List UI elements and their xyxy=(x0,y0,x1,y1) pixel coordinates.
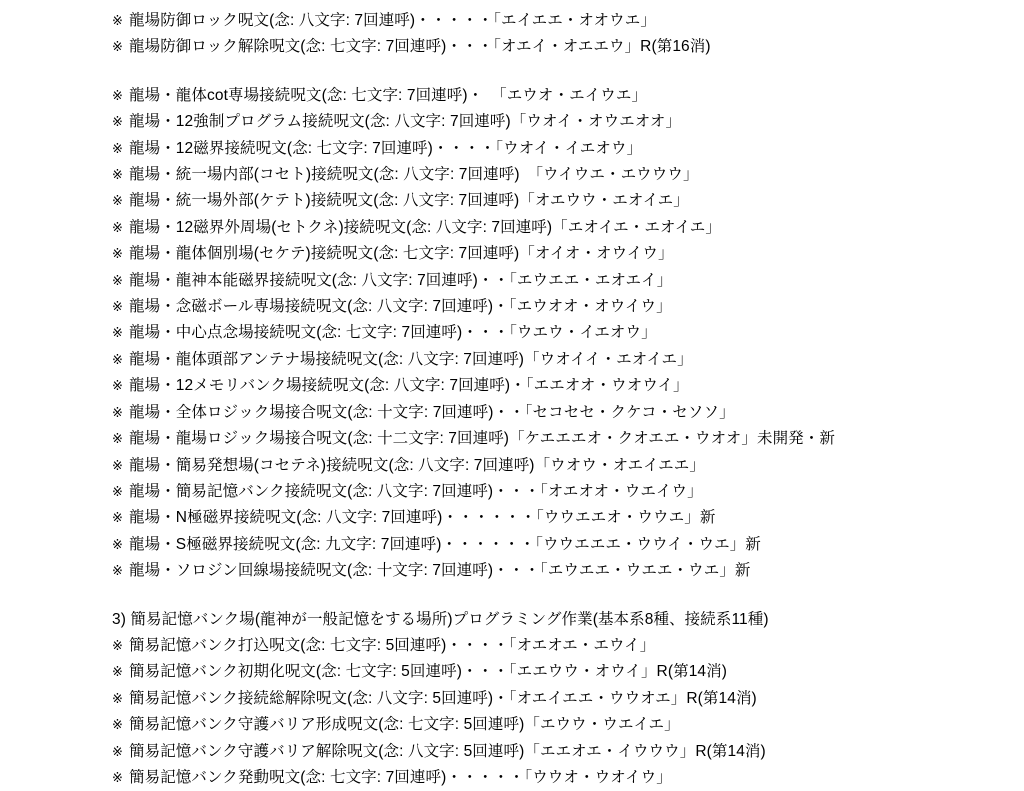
list-item-text: 龍場・簡易発想場(コセテネ)接続呪文(念: 八文字: 7回連呼)「ウオウ・オエイエエ」 xyxy=(129,456,705,474)
reference-mark-icon: ※ xyxy=(112,193,123,209)
reference-mark-icon: ※ xyxy=(112,378,123,394)
reference-mark-icon: ※ xyxy=(112,457,123,473)
list-item xyxy=(112,8,1000,34)
list-item xyxy=(112,505,1000,531)
list-item-text: 龍場・龍場ロジック場接合呪文(念: 十二文字: 7回連呼)「ケエエエオ・クオエエ・ウオオ」未開発・新 xyxy=(129,430,835,448)
list-item-text: 簡易記憶バンク接続総解除呪文(念: 八文字: 5回連呼)・「オエイエエ・ウウオエ」R(第14消) xyxy=(129,689,757,707)
list-item xyxy=(112,83,1000,109)
list-item xyxy=(112,268,1000,294)
document-content xyxy=(112,8,1000,791)
list-item xyxy=(112,294,1000,320)
reference-mark-icon: ※ xyxy=(112,140,123,156)
list-item-text: 龍場・龍体cot専場接続呪文(念: 七文字: 7回連呼)・ 「エウオ・エイウエ」 xyxy=(129,86,648,104)
list-item-text: 龍場・12磁界外周場(セトクネ)接続呪文(念: 八文字: 7回連呼)「エオイエ・エオイエ」 xyxy=(129,218,721,236)
list-item-text: 龍場・簡易記憶バンク接続呪文(念: 八文字: 7回連呼)・・・「オエオオ・ウエイウ」 xyxy=(129,482,703,500)
list-item-text: 簡易記憶バンク初期化呪文(念: 七文字: 5回連呼)・・・「エエウウ・オウイ」R(第14消) xyxy=(129,663,728,681)
reference-mark-icon: ※ xyxy=(112,431,123,447)
list-item-text: 龍場・全体ロジック場接合呪文(念: 十文字: 7回連呼)・・「セコセセ・クケコ・セソソ」 xyxy=(129,403,735,421)
reference-mark-icon: ※ xyxy=(112,351,123,367)
list-item-text: 簡易記憶バンク打込呪文(念: 七文字: 5回連呼)・・・・「オエオエ・エウイ」 xyxy=(129,636,656,654)
list-item xyxy=(112,659,1000,685)
section-heading: 3) 簡易記憶バンク場(龍神が一般記憶をする場所)プログラミング作業(基本系8種、接続系11種) xyxy=(112,610,769,628)
list-item xyxy=(112,426,1000,452)
list-item-text: 龍場・中心点念場接続呪文(念: 七文字: 7回連呼)・・・「ウエウ・イエオウ」 xyxy=(129,324,657,342)
list-item xyxy=(112,373,1000,399)
paragraph-spacer xyxy=(112,585,1000,607)
list-item-text: 龍場防御ロック呪文(念: 八文字: 7回連呼)・・・・・「エイエエ・オオウエ」 xyxy=(129,12,656,29)
reference-mark-icon: ※ xyxy=(112,219,123,235)
bulleted-list xyxy=(112,633,1000,791)
reference-mark-icon: ※ xyxy=(112,717,123,733)
list-item-text: 龍場・念磁ボール専場接続呪文(念: 八文字: 7回連呼)・「エウオオ・オウイウ」 xyxy=(129,298,672,316)
list-item-text: 龍場・龍体個別場(セケテ)接続呪文(念: 七文字: 7回連呼)「オイオ・オウイウ」 xyxy=(129,245,674,263)
list-item xyxy=(112,136,1000,162)
list-item-text: 簡易記憶バンク守護バリア解除呪文(念: 八文字: 5回連呼)「エエオエ・イウウウ」R(第14消) xyxy=(129,742,766,760)
paragraph-spacer xyxy=(112,61,1000,83)
list-item xyxy=(112,162,1000,188)
list-item-text: 龍場・龍体頭部アンテナ場接続呪文(念: 八文字: 7回連呼)「ウオイイ・エオイエ」 xyxy=(129,350,693,368)
list-item xyxy=(112,712,1000,738)
reference-mark-icon: ※ xyxy=(112,483,123,499)
reference-mark-icon: ※ xyxy=(112,664,123,680)
list-item xyxy=(112,109,1000,135)
list-item xyxy=(112,34,1000,60)
list-item-text: 簡易記憶バンク守護バリア形成呪文(念: 七文字: 5回連呼)「エウウ・ウエイエ」 xyxy=(129,716,680,734)
list-item xyxy=(112,558,1000,584)
reference-mark-icon: ※ xyxy=(112,690,123,706)
list-item-text: 龍場防御ロック解除呪文(念: 七文字: 7回連呼)・・・「オエイ・オエエウ」R(第16消) xyxy=(129,38,711,56)
list-item xyxy=(112,633,1000,659)
list-item xyxy=(112,241,1000,267)
reference-mark-icon: ※ xyxy=(112,13,123,28)
list-item xyxy=(112,765,1000,791)
list-item xyxy=(112,400,1000,426)
reference-mark-icon: ※ xyxy=(112,637,123,653)
reference-mark-icon: ※ xyxy=(112,299,123,315)
reference-mark-icon: ※ xyxy=(112,510,123,526)
reference-mark-icon: ※ xyxy=(112,272,123,288)
list-item-text: 簡易記憶バンク発動呪文(念: 七文字: 7回連呼)・・・・・「ウウオ・ウオイウ」 xyxy=(129,768,672,786)
reference-mark-icon: ※ xyxy=(112,246,123,262)
reference-mark-icon: ※ xyxy=(112,167,123,183)
list-item xyxy=(112,479,1000,505)
reference-mark-icon: ※ xyxy=(112,87,123,103)
reference-mark-icon: ※ xyxy=(112,536,123,552)
reference-mark-icon: ※ xyxy=(112,769,123,785)
reference-mark-icon: ※ xyxy=(112,114,123,130)
list-item-text: 龍場・12メモリバンク場接続呪文(念: 八文字: 7回連呼)・「エエオオ・ウオウイ」 xyxy=(129,377,689,395)
list-item xyxy=(112,453,1000,479)
list-item xyxy=(112,347,1000,373)
bulleted-list xyxy=(112,8,1000,61)
reference-mark-icon: ※ xyxy=(112,743,123,759)
list-item xyxy=(112,739,1000,765)
reference-mark-icon: ※ xyxy=(112,563,123,579)
list-item xyxy=(112,215,1000,241)
list-item xyxy=(112,532,1000,558)
reference-mark-icon: ※ xyxy=(112,39,123,55)
list-item-text: 龍場・12磁界接続呪文(念: 七文字: 7回連呼)・・・・「ウオイ・イエオウ」 xyxy=(129,139,643,157)
list-item-text: 龍場・ソロジン回線場接続呪文(念: 十文字: 7回連呼)・・・「エウエエ・ウエエ・ウエ」新 xyxy=(129,562,751,580)
list-item-text: 龍場・統一場外部(ケテト)接続呪文(念: 八文字: 7回連呼)「オエウウ・エオイエ」 xyxy=(129,192,689,210)
reference-mark-icon: ※ xyxy=(112,325,123,341)
list-item-text: 龍場・龍神本能磁界接続呪文(念: 八文字: 7回連呼)・・「エウエエ・エオエイ」 xyxy=(129,271,673,289)
list-item xyxy=(112,188,1000,214)
list-item-text: 龍場・N極磁界接続呪文(念: 八文字: 7回連呼)・・・・・・「ウウエエオ・ウウエ」新 xyxy=(129,509,716,527)
reference-mark-icon: ※ xyxy=(112,404,123,420)
list-item xyxy=(112,320,1000,346)
list-item-text: 龍場・12強制プログラム接続呪文(念: 八文字: 7回連呼)「ウオイ・オウエオオ」 xyxy=(129,113,682,131)
list-item xyxy=(112,686,1000,712)
bulleted-list xyxy=(112,83,1000,585)
list-item-text: 龍場・S極磁界接続呪文(念: 九文字: 7回連呼)・・・・・・「ウウエエエ・ウウイ・ウエ」新 xyxy=(129,535,761,553)
list-item-text: 龍場・統一場内部(コセト)接続呪文(念: 八文字: 7回連呼) 「ウイウエ・エウウウ」 xyxy=(129,166,699,184)
